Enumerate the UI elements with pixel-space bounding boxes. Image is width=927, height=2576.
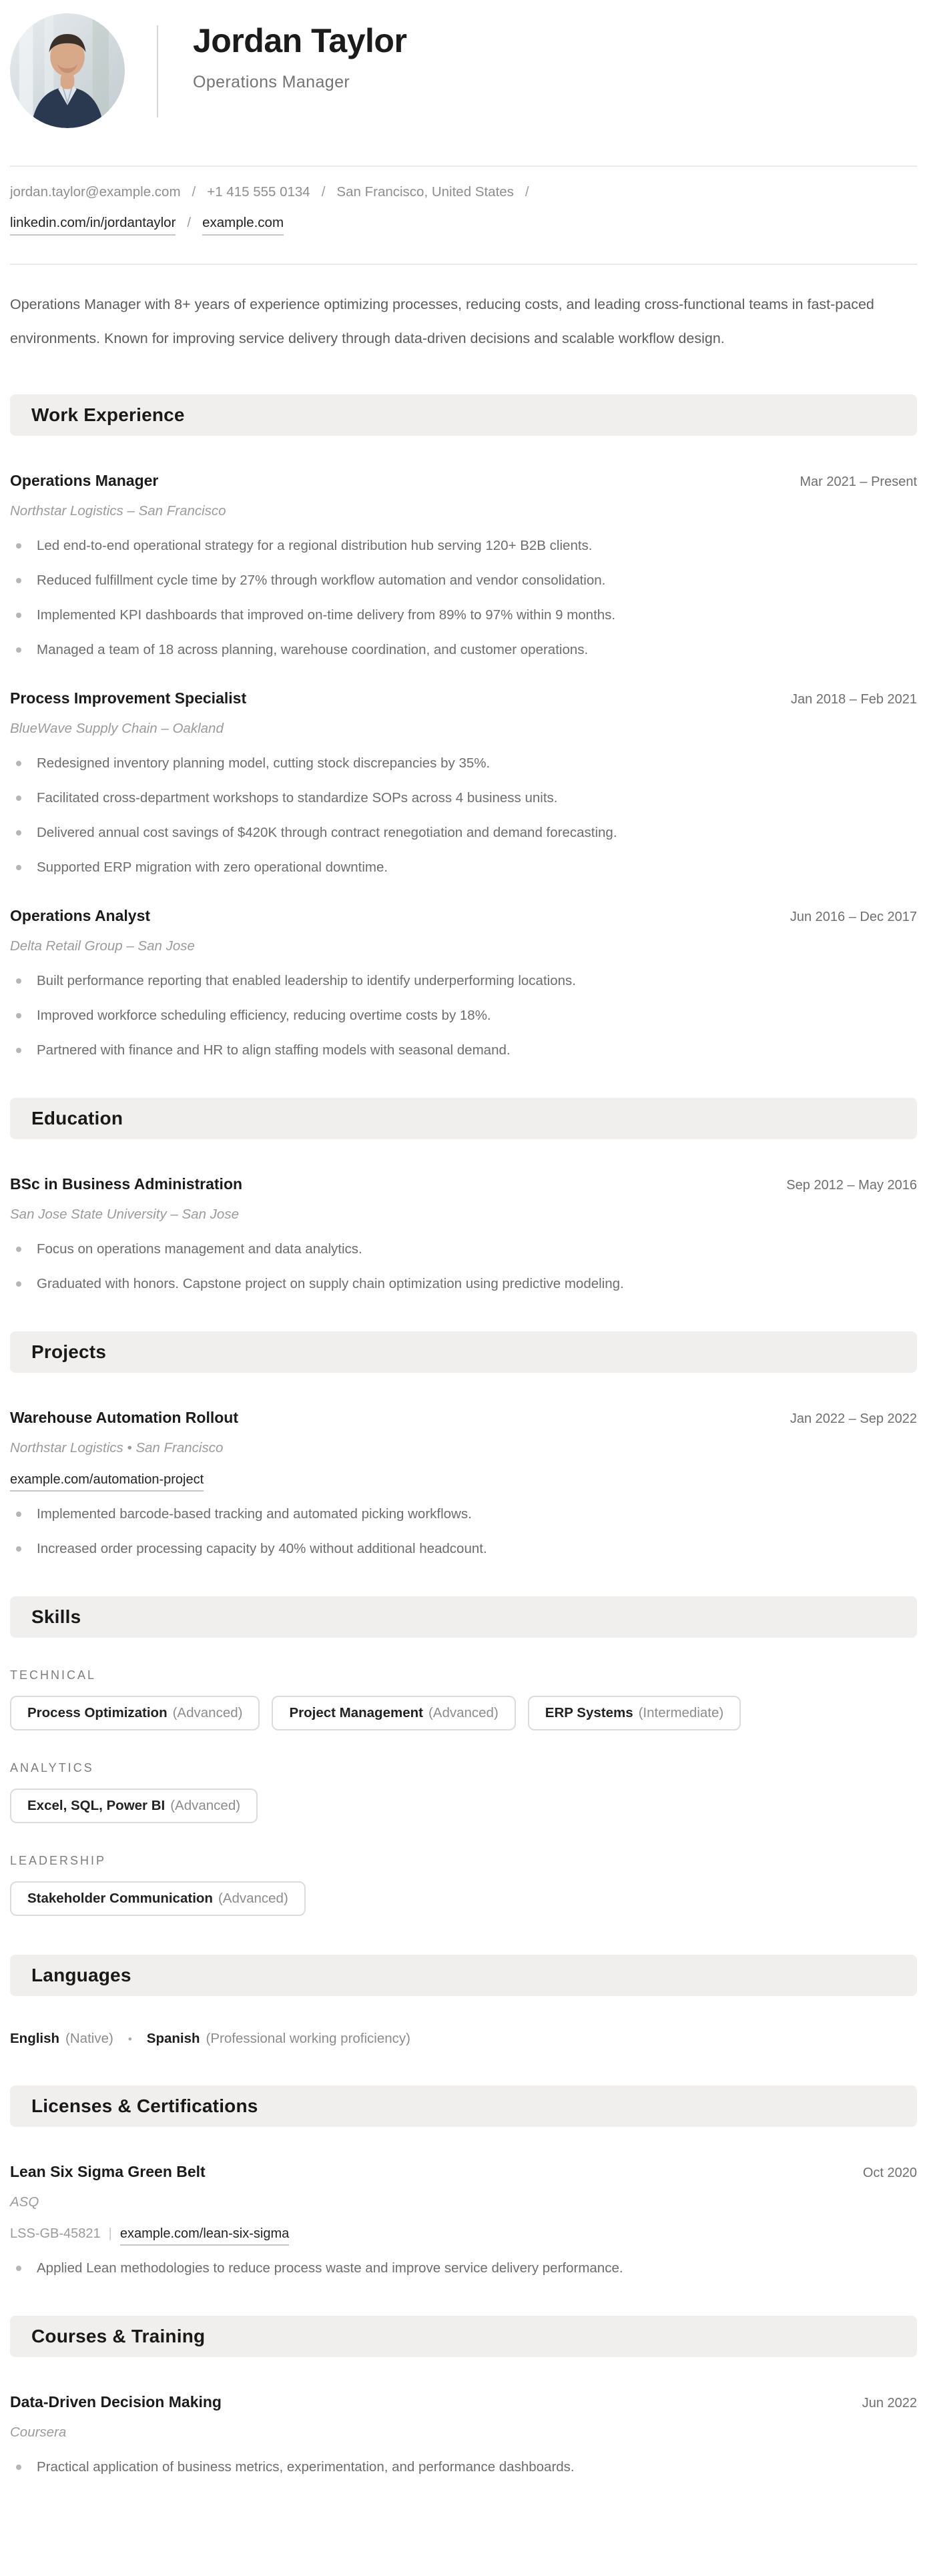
skill-chip-row — [10, 1789, 917, 1823]
entry — [10, 2393, 917, 2476]
entry-date: Mar 2021 – Present — [800, 474, 917, 489]
entry-bullet: Facilitated cross-department workshops to standardize SOPs across 4 business units. — [10, 789, 917, 807]
entry-date: Jan 2022 – Sep 2022 — [790, 1411, 917, 1426]
skill-chip — [528, 1696, 741, 1730]
section-band — [10, 394, 917, 436]
entry-subtitle: Northstar Logistics • San Francisco — [10, 1440, 224, 1456]
profile-photo — [10, 13, 125, 128]
credential-separator: | — [108, 2226, 112, 2241]
skill-chip-level: (Intermediate) — [638, 1705, 724, 1720]
entry-subtitle: San Jose State University – San Jose — [10, 1207, 239, 1222]
skill-group-label: ANALYTICS — [10, 1761, 94, 1775]
section-title: Work Experience — [31, 404, 185, 425]
contact-phone: +1 415 555 0134 — [207, 184, 310, 200]
skill-chip-name: Process Optimization — [27, 1705, 168, 1720]
entry-title: BSc in Business Administration — [10, 1175, 243, 1193]
entry-subtitle: Northstar Logistics – San Francisco — [10, 503, 226, 519]
contact-separator: / — [187, 215, 192, 230]
entry-subtitle: Delta Retail Group – San Jose — [10, 938, 195, 954]
entry-title: Data-Driven Decision Making — [10, 2393, 222, 2410]
section-band — [10, 1098, 917, 1139]
skill-chip — [10, 1696, 260, 1730]
section-band — [10, 2316, 917, 2357]
contact-location: San Francisco, United States — [336, 184, 514, 200]
entry-bullet: Improved workforce scheduling efficiency, reducing overtime costs by 18%. — [10, 1006, 917, 1024]
entry-bullet: Practical application of business metrics, experimentation, and performance dashboards. — [10, 2458, 917, 2476]
skill-chip-name: Excel, SQL, Power BI — [27, 1798, 166, 1813]
entry-title: Lean Six Sigma Green Belt — [10, 2163, 206, 2180]
entry — [10, 472, 917, 659]
entry — [10, 689, 917, 876]
skill-group-label: TECHNICAL — [10, 1668, 97, 1682]
entry-bullet: Applied Lean methodologies to reduce process waste and improve service delivery performance. — [10, 2259, 917, 2277]
entry — [10, 1175, 917, 1293]
skill-chip-level: (Advanced) — [218, 1891, 288, 1906]
page-title: Jordan Taylor — [193, 22, 407, 59]
entry-bullet: Supported ERP migration with zero operational downtime. — [10, 858, 917, 876]
section-title: Courses & Training — [31, 2326, 206, 2346]
entry-date: Jun 2022 — [862, 2396, 917, 2410]
entry-link[interactable]: example.com/lean-six-sigma — [120, 2226, 289, 2246]
entry-bullet: Delivered annual cost savings of $420K through contract renegotiation and demand forecasting. — [10, 824, 917, 842]
entry-date: Jan 2018 – Feb 2021 — [790, 692, 917, 707]
skill-chip-name: Project Management — [289, 1705, 423, 1720]
skill-chip-name: Stakeholder Communication — [27, 1891, 213, 1906]
contact-row-1 — [10, 184, 917, 200]
entry-title: Operations Manager — [10, 472, 159, 489]
language-row — [10, 2031, 917, 2047]
credential-id: LSS-GB-45821 — [10, 2226, 101, 2241]
skill-group-label: LEADERSHIP — [10, 1854, 107, 1867]
entry-date: Oct 2020 — [862, 2166, 917, 2180]
entry-date: Jun 2016 – Dec 2017 — [790, 910, 917, 924]
entry-bullet: Built performance reporting that enabled leadership to identify underperforming locations. — [10, 972, 917, 990]
skill-chip-level: (Advanced) — [170, 1798, 241, 1813]
entry-date: Sep 2012 – May 2016 — [786, 1178, 917, 1193]
entry-bullet-list — [10, 537, 917, 659]
contact-row-2 — [10, 215, 917, 236]
section-title: Licenses & Certifications — [31, 2096, 258, 2116]
contact-link-linkedin[interactable]: linkedin.com/in/jordantaylor — [10, 215, 176, 236]
language-name: English — [10, 2031, 60, 2046]
entry-link-line — [10, 1472, 917, 1488]
skill-chip — [272, 1696, 515, 1730]
section-title: Education — [31, 1108, 123, 1129]
entry — [10, 1409, 917, 1558]
skill-chip-name: ERP Systems — [545, 1705, 633, 1720]
language-item — [147, 2031, 410, 2047]
entry-title: Operations Analyst — [10, 907, 151, 924]
entry-subtitle: BlueWave Supply Chain – Oakland — [10, 721, 224, 736]
contact-info — [10, 184, 917, 236]
language-name: Spanish — [146, 2031, 200, 2046]
section-band — [10, 1331, 917, 1373]
entry-bullet-list — [10, 754, 917, 876]
entry-bullet-list — [10, 1240, 917, 1293]
entry-header — [10, 1175, 917, 1193]
sections-container — [10, 394, 917, 2476]
entry-bullet-list — [10, 2458, 917, 2476]
entry — [10, 907, 917, 1059]
divider-top — [10, 166, 917, 167]
entry-bullet-list — [10, 972, 917, 1059]
language-separator: • — [127, 2033, 132, 2045]
entry-bullet: Partnered with finance and HR to align staffing models with seasonal demand. — [10, 1041, 917, 1059]
header — [10, 13, 917, 128]
entry-bullet: Redesigned inventory planning model, cutting stock discrepancies by 35%. — [10, 754, 917, 772]
job-title: Operations Manager — [193, 73, 350, 91]
summary-paragraph: Operations Manager with 8+ years of experience optimizing processes, reducing costs, and leading cross-functional teams in fast-paced environments. Known for improving service delivery through data-driven decisions and scalable workflow design. — [10, 296, 874, 346]
entry-title: Warehouse Automation Rollout — [10, 1409, 239, 1426]
entry-link[interactable]: example.com/automation-project — [10, 1472, 204, 1492]
entry-header — [10, 2393, 917, 2411]
entry-bullet: Led end-to-end operational strategy for a regional distribution hub serving 120+ B2B clients. — [10, 537, 917, 555]
entry-header — [10, 907, 917, 925]
entry-header — [10, 689, 917, 707]
entry-header — [10, 1409, 917, 1427]
skill-chip-level: (Advanced) — [428, 1705, 499, 1720]
contact-email: jordan.taylor@example.com — [10, 184, 181, 200]
entry-subtitle: Coursera — [10, 2425, 67, 2440]
section-title: Projects — [31, 1341, 107, 1362]
contact-separator: / — [525, 184, 529, 200]
section-band — [10, 1955, 917, 1996]
profile-photo-illustration — [10, 13, 125, 128]
skill-chip-level: (Advanced) — [172, 1705, 243, 1720]
language-level: (Professional working proficiency) — [206, 2031, 410, 2046]
entry-bullet: Focus on operations management and data analytics. — [10, 1240, 917, 1258]
language-item — [10, 2031, 113, 2047]
entry-header — [10, 472, 917, 490]
header-text — [193, 13, 406, 92]
entry — [10, 2163, 917, 2277]
skill-chip — [10, 1881, 306, 1916]
section-title: Skills — [31, 1606, 81, 1627]
header-vertical-divider — [157, 25, 158, 117]
skill-chip-row — [10, 1696, 917, 1730]
entry-bullet-list — [10, 1505, 917, 1558]
section-band — [10, 1596, 917, 1638]
entry-header — [10, 2163, 917, 2181]
section-band — [10, 2085, 917, 2127]
skill-chip — [10, 1789, 258, 1823]
entry-bullet: Increased order processing capacity by 40% without additional headcount. — [10, 1540, 917, 1558]
section-title: Languages — [31, 1965, 131, 1985]
divider-contact — [10, 264, 917, 265]
entry-subtitle: ASQ — [10, 2194, 39, 2210]
entry-link-line — [10, 2226, 917, 2242]
contact-separator: / — [192, 184, 196, 200]
contact-separator: / — [321, 184, 326, 200]
entry-bullet: Implemented barcode-based tracking and automated picking workflows. — [10, 1505, 917, 1523]
entry-bullet: Managed a team of 18 across planning, warehouse coordination, and customer operations. — [10, 641, 917, 659]
entry-bullet-list — [10, 2259, 917, 2277]
contact-link-website[interactable]: example.com — [202, 215, 284, 236]
skill-chip-row — [10, 1881, 917, 1916]
entry-title: Process Improvement Specialist — [10, 689, 247, 707]
entry-bullet: Implemented KPI dashboards that improved on-time delivery from 89% to 97% within 9 months. — [10, 606, 917, 624]
entry-bullet: Graduated with honors. Capstone project on supply chain optimization using predictive modeling. — [10, 1275, 917, 1293]
entry-bullet: Reduced fulfillment cycle time by 27% through workflow automation and vendor consolidation. — [10, 571, 917, 589]
language-level: (Native) — [65, 2031, 113, 2046]
